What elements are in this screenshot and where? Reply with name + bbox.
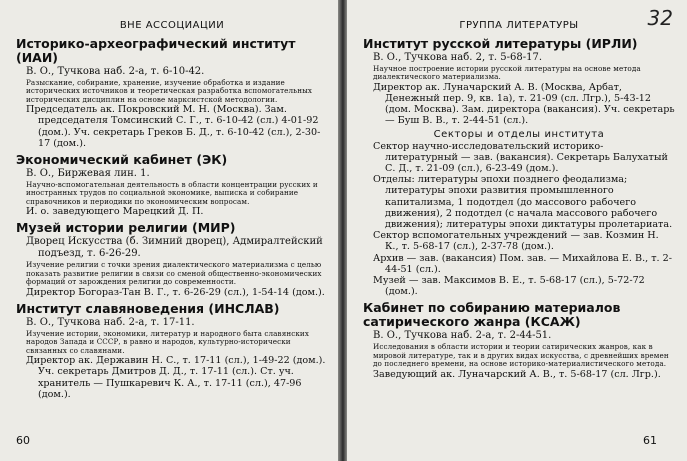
entry-staff: Директор ак. Луначарский А. В. (Москва, Арбат, Денежный пер. 9, кв. 1а), т. 21-09 (сл. Лгр.), 5-43-12 (дом. Москва). Зам. директора (вакансия). Уч. секретарь — Буш В. В., т. 2-44-51 (сл.).	[373, 81, 675, 127]
left-running-head: ВНЕ АССОЦИАЦИИ	[119, 20, 225, 31]
section-item: Сектор вспомогательных учреждений — зав. Козмин Н. К., т. 5-68-17 (сл.), 2-37-78 (дом.).	[373, 230, 659, 253]
entry-staff: Заведующий ак. Луначарский А. В., т. 5-68-17 (сл. Лгр.).	[373, 368, 661, 380]
book-gutter	[338, 0, 347, 461]
left-page-number: 60	[16, 434, 30, 447]
entry-address: В. О., Тучкова наб. 2-а, т. 2-44-51.	[373, 330, 552, 342]
entry-address: В. О., Тучкова наб. 2-а, т. 6-10-42.	[26, 66, 205, 77]
entry-description: Научно-вспомогательная деятельность в области концентрации русских и иностранных трудов по социальной экономике, выписка и собирание справочников и периодики по экономическим вопросам.	[26, 180, 318, 206]
entry-address: В. О., Биржевая лин. 1.	[26, 168, 150, 180]
entry-irli	[363, 37, 675, 297]
entry-description: Изучение религии с точки зрения диалектического материализма с целью показать развитие религии в связи со сменой общественно-экономических формаций от зарождения религии до современности.	[26, 260, 322, 287]
entry-title: Экономический кабинет (ЭК)	[16, 152, 228, 168]
entry-staff: Председатель ак. Покровский М. Н. (Москва). Зам. председателя Томсинский С. Г., т. 6-10-42 (сл.) 4-01-92 (дом.). Уч. секретарь Греков Б. Д., т. 6-10-42 (сл.), 2-30-17 (дом.).	[26, 104, 321, 149]
entry-staff: Директор ак. Державин Н. С., т. 17-11 (сл.), 1-49-22 (дом.). Уч. секретарь Дмитров Д. Д., т. 17-11 (сл.). Ст. уч. хранитель — Пушкаревич К. А., т. 17-11 (сл.), 47-96 (дом.).	[26, 355, 326, 400]
right-page	[347, 0, 687, 461]
entry-description: Разыскание, собирание, хранение, изучение обработка и издание исторических источников и теоретическая разработка вспомогательных исторических дисциплин на основе марксистской методологии.	[26, 78, 313, 104]
right-running-head: ГРУППА ЛИТЕРАТУРЫ	[459, 20, 579, 31]
entry-staff: Директор Богораз-Тан В. Г., т. 6-26-29 (сл.), 1-54-14 (дом.).	[26, 286, 325, 298]
entry-title: Музей истории религии (МИР)	[16, 220, 236, 236]
entry-mir	[16, 221, 328, 297]
section-item: Сектор научно-исследовательский историко-литературный — зав. (вакансия). Секретарь Балухатый С. Д., т. 21-09 (сл.), 6-23-49 (дом.).	[373, 140, 668, 175]
entry-address: В. О., Тучкова наб. 2, т. 5-68-17.	[373, 52, 543, 63]
entry-title: Институт славяноведения (ИНСЛАВ)	[16, 300, 280, 316]
entry-ek	[16, 153, 328, 217]
section-item: Музей — зав. Максимов В. Е., т. 5-68-17 (сл.), 5-72-72 (дом.).	[373, 275, 645, 298]
right-page-number: 61	[643, 434, 657, 447]
handwritten-folio: 32	[647, 6, 673, 30]
entry-title: Историко-археографический институт (ИАИ)	[16, 36, 296, 65]
entry-title: Кабинет по собиранию материалов сатирического жанра (КСАЖ)	[363, 300, 621, 330]
section-item: Отделы: литературы эпохи позднего феодализма; литературы эпохи развития промышленного капитализма, 1 подотдел (до массового рабочего движения), 2 подотдел (с начала массового рабочего движения); литературы эпохи диктатуры пролетариата.	[373, 174, 673, 231]
entry-address: Дворец Искусства (б. Зимний дворец), Адмиралтейский подъезд, т. 6-26-29.	[26, 236, 323, 260]
entry-staff: И. о. заведующего Марецкий Д. П.	[26, 206, 204, 218]
entry-description: Исследования в области истории и теории сатирических жанров, как в мировой литературе, так и в других видах искусства, с древнейших времен до последнего времени, на основе историко-материалистического метода.	[373, 342, 669, 369]
section-item: Архив — зав. (вакансия) Пом. зав. — Михайлова Е. В., т. 2-44-51 (сл.).	[373, 252, 672, 275]
entry-inslav	[16, 302, 328, 400]
entry-description: Научное построение истории русской литературы на основе метода диалектического материализма.	[373, 64, 641, 82]
entry-ksazh	[363, 301, 675, 379]
entry-title: Институт русской литературы (ИРЛИ)	[363, 36, 638, 51]
section-heading: Секторы и отделы института	[433, 128, 605, 140]
entry-description: Изучение истории, экономики, литератур и народного быта славянских народов Запада и СССР, в равно и народов, культурно-исторически связанных со славянами.	[26, 328, 309, 355]
entry-address: В. О., Тучкова наб. 2-а, т. 17-11.	[26, 316, 195, 328]
entry-iai	[16, 37, 328, 149]
left-page	[0, 0, 338, 461]
